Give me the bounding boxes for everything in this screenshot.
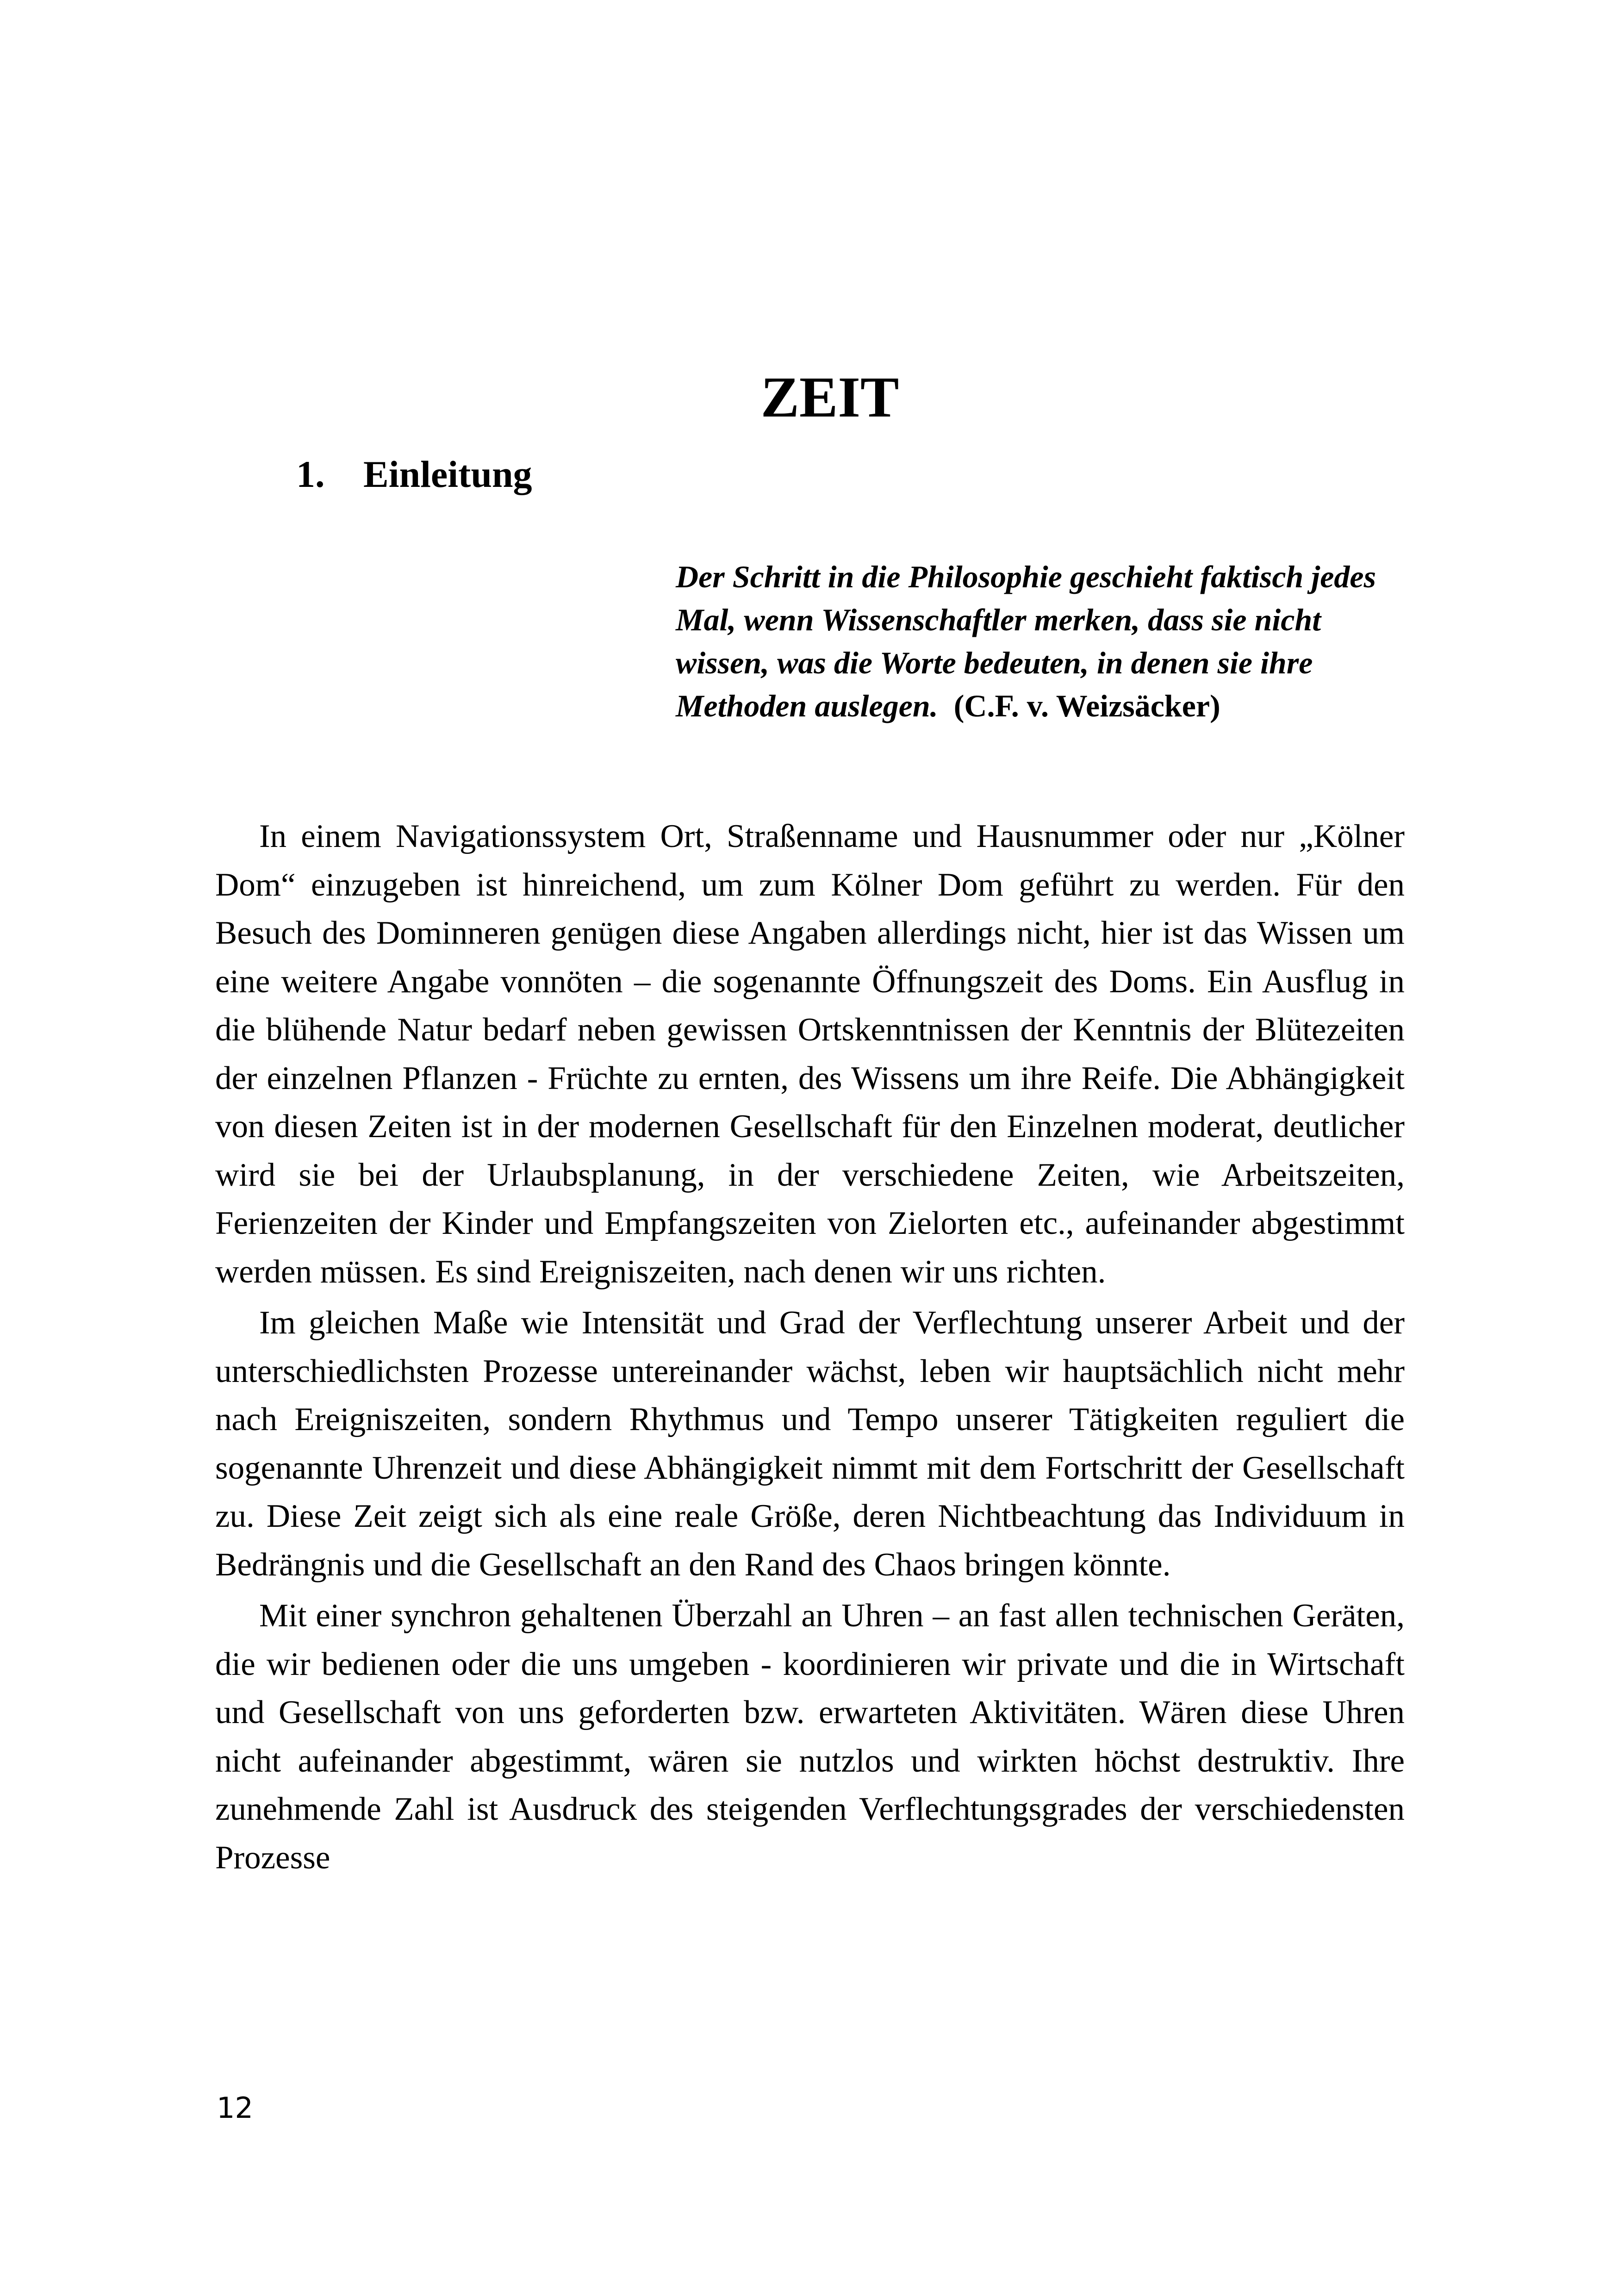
epigraph-author: (C.F. v. Weizsäcker): [953, 688, 1220, 723]
epigraph-quote: Der Schritt in die Philosophie geschieht faktisch jedes Mal, wenn Wissenschaftler merken, dass sie nicht wissen, was die Worte bedeuten, in denen sie ihre Methoden auslegen.: [676, 559, 1376, 723]
section-number: 1.: [296, 453, 325, 495]
page-number: 12: [217, 2091, 253, 2125]
section-title: Einleitung: [363, 453, 532, 495]
body-text: [215, 812, 1405, 1885]
paragraph: In einem Navigationssystem Ort, Straßenname und Hausnummer oder nur „Kölner Dom“ einzugeben ist hinreichend, um zum Kölner Dom geführt zu werden. Für den Besuch des Dominneren genügen diese Angaben allerdings nicht, hier ist das Wissen um eine weitere Angabe vonnöten – die sogenannte Öffnungszeit des Doms. Ein Ausflug in die blühende Natur bedarf neben gewissen Ortskenntnissen der Kenntnis der Blütezeiten der einzelnen Pflanzen - Früchte zu ernten, des Wissens um ihre Reife. Die Abhängigkeit von diesen Zeiten ist in der modernen Gesellschaft für den Einzelnen moderat, deutlicher wird sie bei der Urlaubsplanung, in der verschiedene Zeiten, wie Arbeitszeiten, Ferienzeiten der Kinder und Empfangszeiten von Zielorten etc., aufeinander abgestimmt werden müssen. Es sind Ereigniszeiten, nach denen wir uns richten.: [215, 818, 1405, 1290]
section-heading: [296, 449, 532, 500]
page-title: ZEIT: [760, 365, 899, 429]
paragraph: Im gleichen Maße wie Intensität und Grad der Verflechtung unserer Arbeit und der unterschiedlichsten Prozesse untereinander wächst, leben wir hauptsächlich nicht mehr nach Ereigniszeiten, sondern Rhythmus und Tempo unserer Tätigkeiten reguliert die sogenannte Uhrenzeit und diese Abhängigkeit nimmt mit dem Fortschritt der Gesellschaft zu. Diese Zeit zeigt sich als eine reale Größe, deren Nichtbeachtung das Individuum in Bedrängnis und die Gesellschaft an den Rand des Chaos bringen könnte.: [215, 1305, 1405, 1583]
paragraph: Mit einer synchron gehaltenen Überzahl an Uhren – an fast allen technischen Geräten, die wir bedienen oder die uns umgeben - koordinieren wir private und die in Wirtschaft und Gesellschaft von uns geforderten bzw. erwarteten Aktivitäten. Wären diese Uhren nicht aufeinander abgestimmt, wären sie nutzlos und wirkten höchst destruktiv. Ihre zunehmende Zahl ist Ausdruck des steigenden Verflechtungsgrades der verschiedensten Prozesse: [215, 1598, 1405, 1876]
epigraph: [676, 555, 1416, 728]
